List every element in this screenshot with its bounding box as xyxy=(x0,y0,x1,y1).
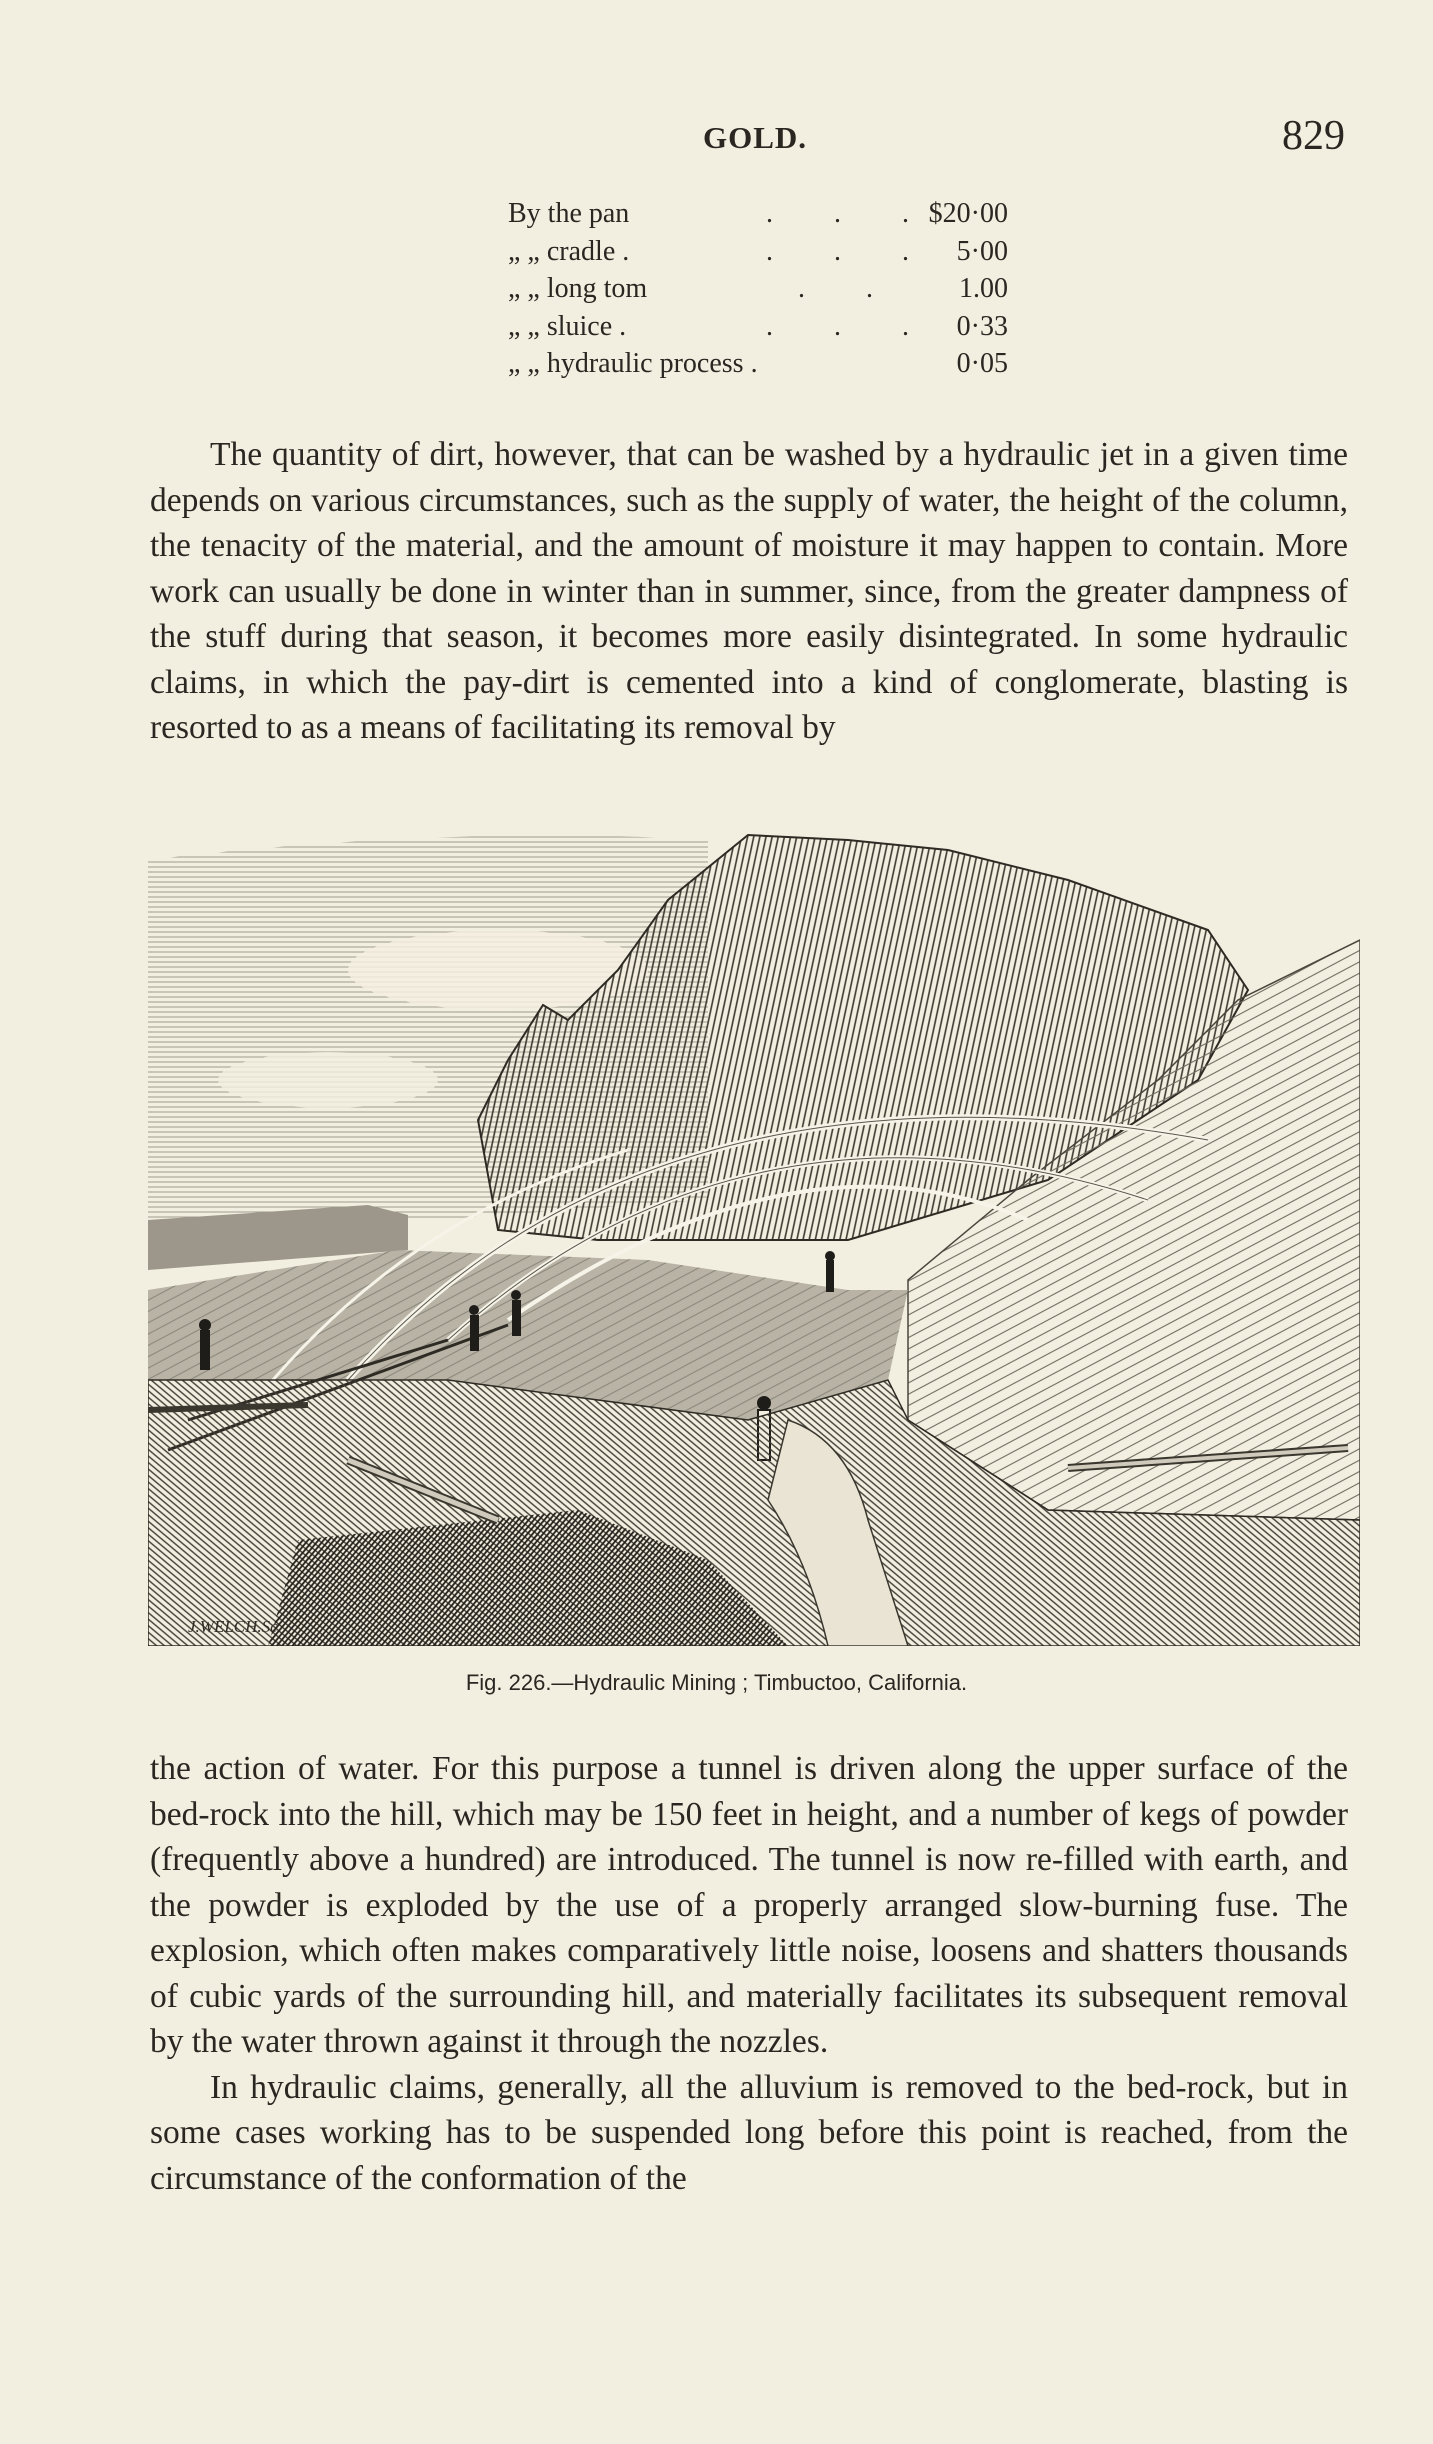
yield-method: „ „ long tom xyxy=(508,273,648,304)
body-paragraph xyxy=(150,432,1348,751)
figure-caption: Fig. 226.—Hydraulic Mining ; Timbuctoo, California. xyxy=(465,1670,968,1695)
page-number: 829 xyxy=(1282,113,1345,159)
body-paragraphs xyxy=(150,1746,1348,2201)
yield-method: „ „ hydraulic process . xyxy=(508,348,758,379)
leader-dots: . . . xyxy=(766,198,936,229)
yield-method: By the pan xyxy=(508,198,630,229)
hydraulic-mining-illustration xyxy=(148,820,1360,1646)
leader-dots: . . . xyxy=(766,235,936,267)
yield-cost: 1.00 xyxy=(959,273,1008,304)
yield-row xyxy=(508,195,1008,233)
paragraph-text: The quantity of dirt, however, that can be washed by a hydraulic jet in a given time depends on various circumstances, such as the supply of water, the height of the column, the tenacity of the material, and the amount of moisture it may happen to contain. More work can usually be done in winter than in summer, since, from the greater dampness of the stuff during that season, it becomes more easily disintegrated. In some hydraulic claims, in which the pay-dirt is cemented into a kind of conglomerate, blasting is resorted to as a means of facilitating its removal by xyxy=(150,436,1348,746)
yield-cost: 0·05 xyxy=(956,348,1008,379)
running-head xyxy=(150,113,1360,178)
running-title: GOLD. xyxy=(702,120,808,155)
yield-row xyxy=(508,308,1008,346)
engraver-signature: J.WELCH.Sc xyxy=(188,1617,278,1636)
yield-cost: $20·00 xyxy=(928,198,1008,229)
yield-method: „ „ cradle . xyxy=(508,235,630,267)
yield-row xyxy=(508,270,1008,308)
yield-cost: 0·33 xyxy=(956,310,1008,342)
leader-dots: . . . xyxy=(766,310,936,342)
yield-cost: 5·00 xyxy=(956,235,1008,267)
figure-engraving xyxy=(148,820,1360,1646)
leader-dots: . . xyxy=(798,273,900,304)
yield-method: „ „ sluice . xyxy=(508,310,627,342)
yield-row xyxy=(508,345,1008,383)
paragraph-text: In hydraulic claims, generally, all the alluvium is removed to the bed-rock, but in some cases working has to be suspended long before this point is reached, from the circumstance of the conformation of the xyxy=(150,2068,1348,2197)
yield-row xyxy=(508,233,1008,271)
yield-table xyxy=(508,195,1008,383)
paragraph-text: the action of water. For this purpose a tunnel is driven along the upper surface of the bed-rock into the hill, which may be 150 feet in height, and a number of kegs of powder (frequently above a hundred) are introduced. The tunnel is now re-filled with earth, and the powder is exploded by the use of a properly arranged slow-burning fuse. The explosion, which often makes comparatively little noise, loosens and shatters thousands of cubic yards of the surrounding hill, and materially facilitates its subsequent removal by the water thrown against it through the nozzles. xyxy=(150,1750,1348,2060)
